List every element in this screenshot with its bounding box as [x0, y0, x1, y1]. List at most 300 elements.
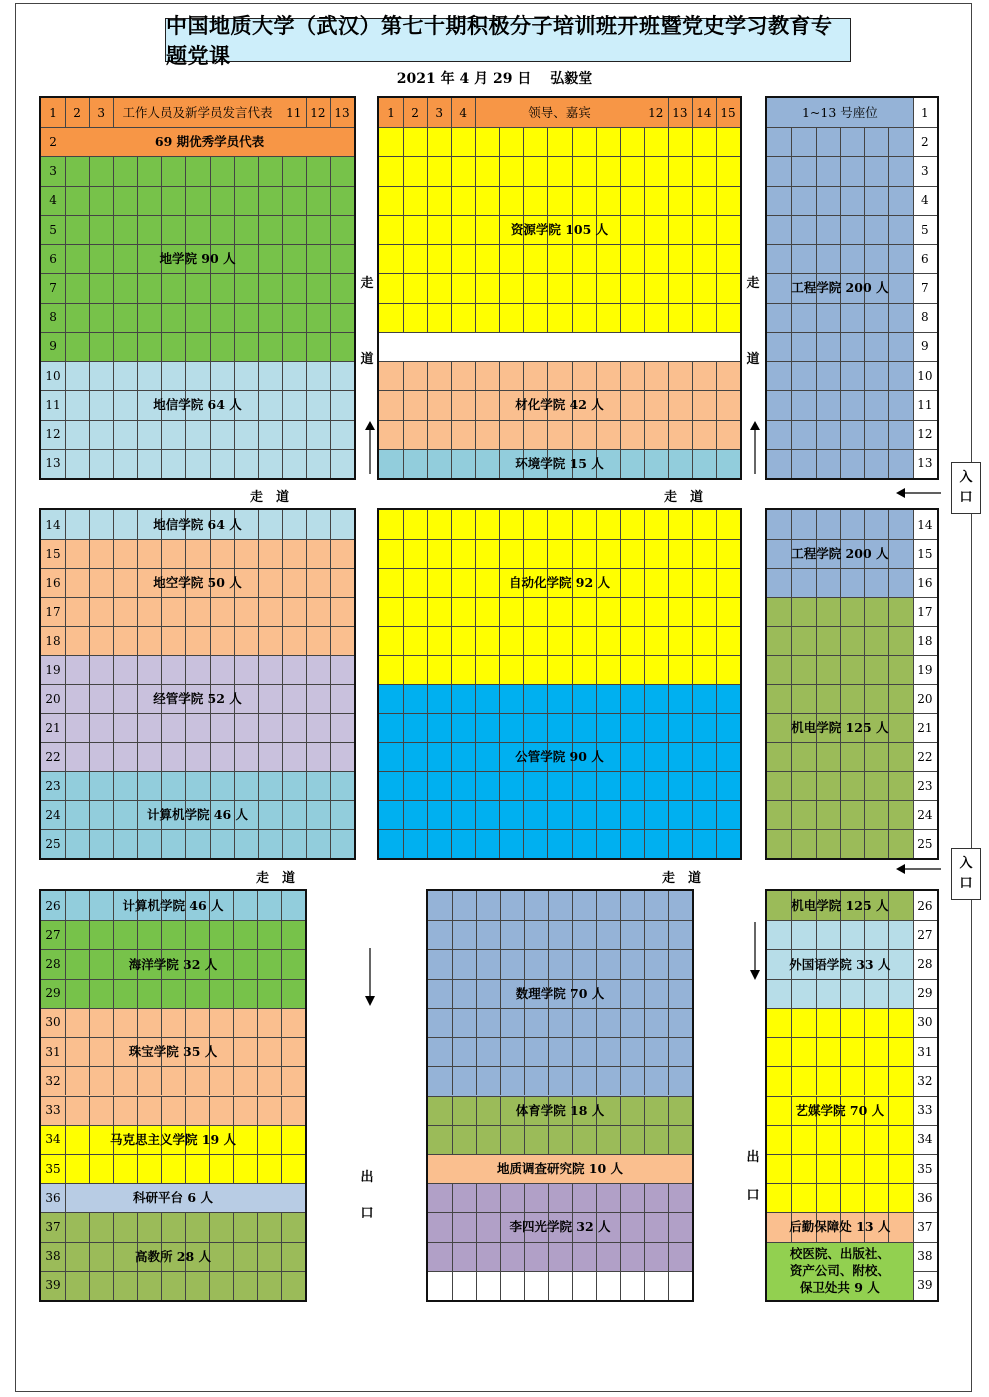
seat-divider	[716, 156, 717, 185]
seat-divider	[475, 655, 476, 684]
seat-divider	[840, 979, 841, 1008]
seat-divider	[89, 156, 90, 185]
seat-divider	[668, 626, 669, 655]
seat-divider	[596, 655, 597, 684]
seat-divider	[452, 1242, 453, 1271]
seat-divider	[306, 303, 307, 332]
seat-divider	[330, 626, 331, 655]
seat-divider	[475, 713, 476, 742]
seat-divider	[210, 156, 211, 185]
seat-divider	[791, 655, 792, 684]
seat-divider	[451, 303, 452, 332]
seat-divider	[547, 273, 548, 302]
seat-divider	[257, 1096, 258, 1125]
seat-divider	[620, 361, 621, 390]
seat-divider	[427, 829, 428, 858]
seat-divider	[234, 626, 235, 655]
seat-divider	[89, 186, 90, 215]
seat-divider	[89, 597, 90, 626]
seat-divider	[476, 1271, 477, 1300]
seat-divider	[888, 800, 889, 829]
seat-number: 14	[696, 105, 712, 120]
seat-divider	[258, 626, 259, 655]
seat-divider	[137, 1066, 138, 1095]
seat-divider	[572, 713, 573, 742]
seat-divider	[281, 1212, 282, 1241]
seat-divider	[572, 800, 573, 829]
seat-divider	[89, 215, 90, 244]
seat-divider	[137, 597, 138, 626]
seat-divider	[89, 742, 90, 771]
row-divider	[767, 568, 937, 569]
seat-divider	[620, 244, 621, 273]
seat-divider	[716, 597, 717, 626]
seat-divider	[716, 186, 717, 215]
seat-divider	[282, 449, 283, 478]
seat-divider	[864, 244, 865, 273]
seat-divider	[185, 655, 186, 684]
seat-divider	[137, 626, 138, 655]
section-label: 工程学院 200 人	[791, 280, 889, 296]
row-number: 16	[45, 575, 61, 590]
seat-divider	[161, 186, 162, 215]
seat-divider	[137, 420, 138, 449]
seat-divider	[210, 626, 211, 655]
seat-divider	[596, 800, 597, 829]
seat-divider	[330, 742, 331, 771]
seat-divider	[523, 771, 524, 800]
entrance-label: 入	[959, 856, 973, 871]
seat-divider	[644, 1242, 645, 1271]
seat-divider	[888, 303, 889, 332]
seat-divider	[864, 1125, 865, 1154]
seat-divider	[888, 1066, 889, 1095]
seat-divider	[330, 215, 331, 244]
seat-divider	[161, 1271, 162, 1300]
row-number: 24	[45, 807, 61, 822]
down-arrow-icon	[747, 920, 763, 982]
seat-divider	[282, 273, 283, 302]
seat-divider	[620, 186, 621, 215]
seat-divider	[89, 1212, 90, 1241]
seat-divider	[65, 1271, 66, 1300]
seat-divider	[210, 273, 211, 302]
seat-divider	[791, 829, 792, 858]
seat-divider	[864, 597, 865, 626]
seat-divider	[523, 713, 524, 742]
seat-divider	[692, 655, 693, 684]
seat-divider	[476, 1183, 477, 1212]
seat-divider	[668, 303, 669, 332]
seat-divider	[668, 1125, 669, 1154]
seat-divider	[840, 920, 841, 949]
seat-divider	[282, 361, 283, 390]
seat-divider	[596, 420, 597, 449]
seat-divider	[620, 771, 621, 800]
row-divider	[428, 1125, 692, 1126]
row-number: 6	[921, 251, 929, 266]
seat-divider	[668, 597, 669, 626]
seat-number: 1	[387, 105, 395, 120]
seat-divider	[644, 244, 645, 273]
seat-divider	[888, 420, 889, 449]
seat-divider	[185, 1212, 186, 1241]
seat-divider	[864, 1066, 865, 1095]
seat-divider	[816, 1008, 817, 1037]
seat-divider	[65, 186, 66, 215]
seat-divider	[596, 1125, 597, 1154]
seat-divider	[282, 713, 283, 742]
row-number: 15	[45, 546, 61, 561]
seat-divider	[234, 539, 235, 568]
row-divider	[428, 1066, 692, 1067]
row-divider	[379, 626, 740, 627]
seat-divider	[716, 684, 717, 713]
seat-divider	[89, 303, 90, 332]
seat-divider	[791, 626, 792, 655]
row-divider	[767, 1066, 937, 1067]
row-divider	[379, 684, 740, 685]
seat-band	[379, 332, 740, 361]
row-divider	[767, 215, 937, 216]
seat-divider	[403, 539, 404, 568]
seat-divider	[572, 539, 573, 568]
seat-divider	[113, 332, 114, 361]
seat-divider	[547, 303, 548, 332]
seat-divider	[65, 539, 66, 568]
seat-divider	[572, 655, 573, 684]
seat-divider	[888, 771, 889, 800]
seat-divider	[185, 156, 186, 185]
seat-divider	[452, 1066, 453, 1095]
seat-divider	[137, 332, 138, 361]
seat-divider	[258, 361, 259, 390]
row-divider	[767, 626, 937, 627]
seat-divider	[816, 1154, 817, 1183]
seat-divider	[330, 186, 331, 215]
section-label: 珠宝学院 35 人	[128, 1044, 218, 1060]
seat-divider	[840, 684, 841, 713]
seat-divider	[161, 303, 162, 332]
seat-divider	[282, 420, 283, 449]
seat-divider	[716, 303, 717, 332]
seat-divider	[185, 742, 186, 771]
row-number: 28	[917, 957, 933, 972]
seat-divider	[234, 655, 235, 684]
row-number: 17	[45, 604, 61, 619]
seat-divider	[281, 1008, 282, 1037]
seat-divider	[499, 244, 500, 273]
seat-divider	[644, 1183, 645, 1212]
row-number: 27	[917, 927, 933, 942]
seat-divider	[113, 361, 114, 390]
seat-divider	[161, 156, 162, 185]
seat-divider	[185, 332, 186, 361]
right-bottom-section	[765, 889, 939, 1302]
seat-divider	[161, 1154, 162, 1183]
seat-number: 4	[459, 105, 468, 120]
seat-divider	[306, 186, 307, 215]
seat-divider	[523, 626, 524, 655]
row-divider	[767, 332, 937, 333]
seat-divider	[840, 215, 841, 244]
row-divider	[379, 186, 740, 187]
seat-divider	[161, 742, 162, 771]
seat-divider	[306, 771, 307, 800]
row-number: 25	[45, 836, 61, 851]
seat-divider	[137, 449, 138, 478]
seat-divider	[692, 510, 693, 539]
seat-divider	[330, 361, 331, 390]
section-label-line: 校医院、出版社、	[789, 1246, 890, 1262]
row-divider	[428, 1271, 692, 1272]
seat-divider	[572, 684, 573, 713]
seat-divider	[524, 1183, 525, 1212]
seat-divider	[644, 156, 645, 185]
seat-divider	[161, 1008, 162, 1037]
row-divider	[767, 655, 937, 656]
seat-divider	[451, 771, 452, 800]
seat-divider	[403, 800, 404, 829]
seat-divider	[692, 420, 693, 449]
seat-divider	[620, 949, 621, 978]
seat-divider	[427, 273, 428, 302]
seat-divider	[620, 655, 621, 684]
seat-divider	[523, 186, 524, 215]
down-arrow-icon	[362, 946, 378, 1008]
seat-divider	[596, 1066, 597, 1095]
seat-divider	[451, 597, 452, 626]
seat-divider	[113, 449, 114, 478]
row-divider	[767, 420, 937, 421]
seat-divider	[692, 626, 693, 655]
seat-divider	[210, 332, 211, 361]
seat-divider	[113, 829, 114, 858]
seat-divider	[888, 156, 889, 185]
seat-divider	[210, 771, 211, 800]
seat-divider	[716, 771, 717, 800]
seat-divider	[524, 1125, 525, 1154]
row-divider	[767, 684, 937, 685]
seat-divider	[233, 1008, 234, 1037]
seat-divider	[524, 1271, 525, 1300]
seat-divider	[816, 420, 817, 449]
seat-divider	[330, 539, 331, 568]
seat-divider	[548, 949, 549, 978]
seat-divider	[500, 1242, 501, 1271]
seat-divider	[233, 1271, 234, 1300]
entrance-box	[951, 462, 981, 514]
row-number: 13	[45, 456, 61, 471]
seat-divider	[816, 1066, 817, 1095]
row-divider	[428, 1183, 692, 1184]
seat-divider	[548, 1271, 549, 1300]
row-divider	[428, 1008, 692, 1009]
seat-divider	[499, 273, 500, 302]
seat-divider	[888, 829, 889, 858]
seat-divider	[476, 949, 477, 978]
seat-divider	[137, 273, 138, 302]
center-top-section	[377, 96, 742, 480]
seat-divider	[816, 742, 817, 771]
seat-divider	[209, 1096, 210, 1125]
section-label: 马克思主义学院 19 人	[109, 1131, 237, 1147]
seat-divider	[840, 332, 841, 361]
seat-divider	[644, 891, 645, 920]
seat-divider	[210, 742, 211, 771]
section-label: 机电学院 125 人	[791, 720, 889, 735]
row-divider	[767, 390, 937, 391]
seat-divider	[330, 332, 331, 361]
seat-divider	[620, 1037, 621, 1066]
seat-divider	[65, 332, 66, 361]
seat-divider	[668, 949, 669, 978]
row-divider	[41, 420, 354, 421]
row-number: 39	[45, 1278, 61, 1293]
seat-divider	[864, 1008, 865, 1037]
seat-divider	[572, 244, 573, 273]
seat-divider	[668, 539, 669, 568]
section-label: 地质调查研究院 10 人	[496, 1161, 624, 1177]
row-number: 35	[917, 1161, 933, 1176]
seat-divider	[89, 420, 90, 449]
row-divider	[41, 920, 305, 921]
row-divider	[379, 539, 740, 540]
seat-divider	[258, 597, 259, 626]
seat-divider	[161, 597, 162, 626]
seat-divider	[499, 800, 500, 829]
seat-divider	[840, 186, 841, 215]
seat-divider	[888, 215, 889, 244]
left-top-section	[39, 96, 356, 480]
seat-divider	[499, 156, 500, 185]
seat-divider	[185, 449, 186, 478]
seat-divider	[864, 449, 865, 478]
row-divider	[379, 361, 740, 362]
seat-divider	[668, 1037, 669, 1066]
row-divider	[41, 215, 354, 216]
seat-divider	[89, 1008, 90, 1037]
seat-divider	[523, 420, 524, 449]
aisle-label-vertical: 道	[746, 352, 760, 367]
seat-divider	[596, 684, 597, 713]
row-number: 14	[917, 517, 933, 532]
row-divider	[379, 273, 740, 274]
seat-divider	[65, 1066, 66, 1095]
row-divider	[428, 1242, 692, 1243]
seat-divider	[500, 920, 501, 949]
seat-divider	[427, 626, 428, 655]
seat-divider	[716, 127, 717, 156]
seat-number: 2	[411, 105, 419, 120]
seat-divider	[524, 920, 525, 949]
seat-divider	[185, 361, 186, 390]
seat-divider	[572, 626, 573, 655]
seat-divider	[451, 713, 452, 742]
seat-divider	[403, 186, 404, 215]
seat-divider	[816, 1183, 817, 1212]
seat-divider	[499, 303, 500, 332]
seat-divider	[113, 920, 114, 949]
seat-divider	[644, 361, 645, 390]
seat-divider	[864, 215, 865, 244]
row-number: 12	[917, 427, 933, 442]
seat-divider	[233, 979, 234, 1008]
seat-divider	[620, 1271, 621, 1300]
section-label: 计算机学院 46 人	[146, 807, 249, 822]
seat-divider	[113, 156, 114, 185]
seat-divider	[257, 1271, 258, 1300]
seat-divider	[452, 920, 453, 949]
seat-divider	[476, 1125, 477, 1154]
seat-divider	[816, 920, 817, 949]
seat-divider	[185, 597, 186, 626]
seat-divider	[816, 303, 817, 332]
seat-divider	[888, 920, 889, 949]
row-number: 4	[49, 193, 57, 208]
seat-divider	[306, 420, 307, 449]
exit-label: 出	[746, 1150, 760, 1165]
seat-divider	[816, 655, 817, 684]
seat-divider	[427, 655, 428, 684]
seat-divider	[668, 420, 669, 449]
seat-divider	[816, 361, 817, 390]
seat-divider	[668, 713, 669, 742]
section-label: 地信学院 64 人	[153, 517, 242, 532]
seat-divider	[840, 829, 841, 858]
seat-divider	[137, 215, 138, 244]
seat-divider	[451, 420, 452, 449]
row-divider	[428, 949, 692, 950]
seat-divider	[282, 626, 283, 655]
seat-divider	[161, 771, 162, 800]
row-divider	[379, 800, 740, 801]
seat-divider	[523, 244, 524, 273]
seat-divider	[500, 949, 501, 978]
seat-divider	[451, 800, 452, 829]
seat-divider	[210, 655, 211, 684]
seat-divider	[209, 979, 210, 1008]
seat-divider	[596, 303, 597, 332]
row-number: 29	[45, 986, 61, 1001]
seat-divider	[427, 186, 428, 215]
row-divider	[41, 1212, 305, 1213]
seat-divider	[791, 127, 792, 156]
seat-divider	[161, 449, 162, 478]
seat-divider	[596, 1183, 597, 1212]
seat-divider	[644, 655, 645, 684]
row-divider	[767, 1154, 937, 1155]
seat-divider	[161, 332, 162, 361]
seat-divider	[475, 156, 476, 185]
section-label-line: 保卫处共 9 人	[799, 1280, 880, 1296]
seat-divider	[791, 1183, 792, 1212]
seat-divider	[816, 771, 817, 800]
row-number: 26	[917, 898, 933, 913]
seat-divider	[840, 1037, 841, 1066]
seat-number: 12	[310, 105, 326, 120]
seat-divider	[888, 1037, 889, 1066]
seat-divider	[596, 949, 597, 978]
row-number: 5	[49, 222, 57, 237]
seat-divider	[596, 891, 597, 920]
seat-divider	[427, 800, 428, 829]
seat-divider	[451, 244, 452, 273]
seat-divider	[281, 1066, 282, 1095]
seat-divider	[475, 244, 476, 273]
seat-divider	[716, 829, 717, 858]
seat-divider	[668, 1271, 669, 1300]
